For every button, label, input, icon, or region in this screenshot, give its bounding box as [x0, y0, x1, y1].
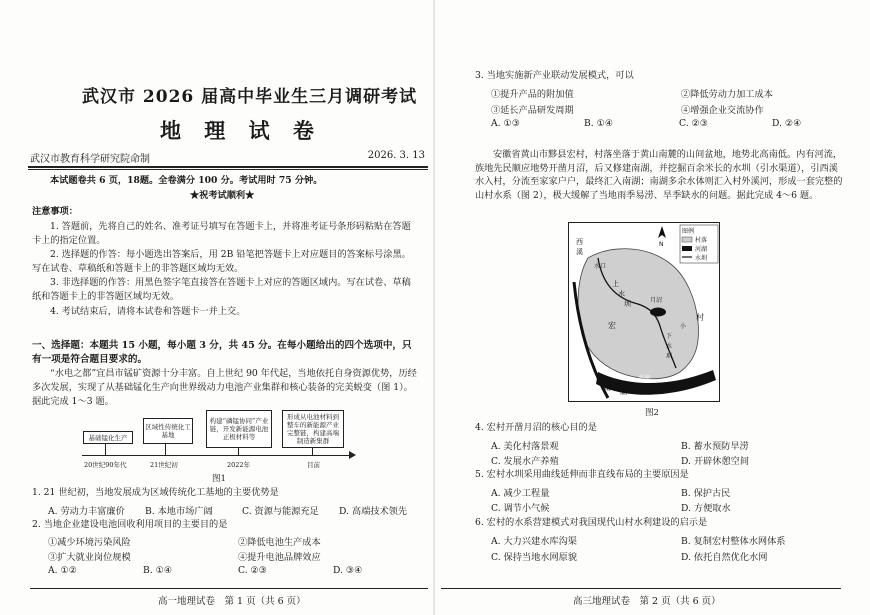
map-label-water-mouth: 水口: [594, 263, 607, 270]
q3-item-2: ②降低劳动力加工成本: [681, 89, 773, 100]
q5-options-row2: [491, 500, 731, 514]
q5-stem: 5. 宏村水圳采用曲线延伸而非直线布局的主要原因是: [475, 469, 689, 480]
figure-2-map: [568, 222, 720, 402]
passage-1: “水电之都”宜昌市锰矿资源十分丰富。自上世纪 90 年代起，当地依托自身资源优势，历经多次发展，实现了从基础锰化生产向世界级动力电池产业集群和核心装备的完美蜕变（图 1）。据此完成 1～3 题。: [32, 368, 417, 407]
timeline-arrow: [349, 451, 356, 459]
timeline-box-4: 形成从电池材料到整车的新能源产业完整链，构建高端制造新集群: [282, 410, 344, 448]
timeline-label-1: 20世纪90年代: [84, 461, 127, 469]
exam-title: 武汉市 2026 届高中毕业生三月调研考试: [82, 87, 418, 107]
q3-items-row2: [491, 102, 764, 116]
q3-option-d[interactable]: D. ②④: [772, 118, 802, 129]
q2-option-a[interactable]: A. ①②: [48, 565, 77, 576]
note-4: 4. 考试结束后，请将本试卷和答题卡一并上交。: [50, 306, 246, 317]
map-label-upper-water: 水: [618, 290, 625, 298]
timeline-label-3: 2022年: [227, 461, 251, 469]
timeline-axis: [82, 455, 352, 456]
map-label-small: 小: [680, 323, 687, 330]
subject-title: 地 理 试 卷: [160, 118, 322, 143]
q3-item-3: ③延长产品研发周期: [491, 105, 574, 116]
header-line: [30, 150, 425, 165]
map-label-lower: 下: [666, 333, 673, 340]
map-label-south: 南: [604, 384, 611, 392]
q3-item-4: ④增强企业交流协作: [681, 105, 764, 116]
passage-2: 安徽省黄山市黟县宏村，村落坐落于黄山南麓的山间盆地，地势北高南低。内有河流，族地先民顺应地势开凿月沼，后又修建南湖，并挖掘百余米长的水圳（引水渠道），引西溪水入村，分流至家家户户，最终汇入南湖；南湖多余水体则汇入村外溪河，形成一套完整的山村水系（图 2），极大缓解了当地雨季易涝、旱季缺水的问题。据此完成 4～6 题。: [475, 149, 843, 201]
q5-option-d[interactable]: D. 方便取水: [681, 503, 731, 514]
q4-option-a[interactable]: A. 美化村落景观: [491, 441, 559, 452]
timeline-label-4: 目前: [307, 461, 320, 469]
timeline-stem: [312, 448, 313, 455]
note-1: 1. 答题前，先将自己的姓名、准考证号填写在答题卡上，并将准考证号条形码粘贴在答题卡上的指定位置。: [32, 221, 411, 246]
q2-item-3: ③扩大就业岗位规模: [48, 552, 131, 563]
header-rule-thin: [28, 169, 428, 170]
q6-options-row2: [491, 549, 767, 563]
q1-option-b[interactable]: B. 本地市场广阔: [145, 506, 213, 517]
figure-2-caption: 图2: [645, 408, 659, 418]
q2-items-row1: [48, 534, 321, 548]
intro-text: 本试题卷共 6 页，18题。全卷满分 100 分。考试用时 75 分钟。: [50, 175, 323, 186]
footer-rule: [441, 588, 841, 589]
map-label-hong: 宏: [608, 321, 616, 330]
q2-option-b[interactable]: B. ①④: [143, 565, 173, 576]
footer-rule: [30, 588, 428, 589]
q6-option-c[interactable]: C. 保持当地水网原貌: [491, 552, 578, 563]
page-footer-2: 高三地理试卷 第 2 页（共 6 页）: [573, 596, 721, 607]
legend-title: 图例: [682, 228, 695, 235]
q4-options-row1: [491, 438, 749, 452]
moon-pond: [650, 308, 666, 317]
q3-items-row1: [491, 86, 773, 100]
note-2: 2. 选择题的作答：每小题选出答案后，用 2B 铅笔把答题卡上对应题目的答案标号涂黑。写在试卷、草稿纸和答题卡上的非答题区域均无效。: [32, 249, 411, 274]
q3-option-c[interactable]: C. ②③: [679, 118, 709, 129]
map-label-west: 西: [576, 238, 583, 246]
exam-page-2: [435, 0, 870, 615]
timeline-stem: [165, 444, 166, 455]
map-label-lower-canal: 圳: [666, 353, 673, 360]
q5-options-row1: [491, 485, 730, 499]
q3-option-b[interactable]: B. ①④: [584, 118, 614, 129]
timeline-box-2: 区域性传统化工基地: [143, 418, 193, 444]
q3-options: [491, 118, 832, 129]
q1-stem: 1. 21 世纪初，当地发展成为区域传统化工基地的主要优势是: [32, 487, 279, 498]
q2-option-c[interactable]: C. ②③: [238, 565, 268, 576]
q1-option-d[interactable]: D. 高端技术领先: [339, 506, 408, 517]
timeline-box-1: 基础锰化生产: [83, 431, 133, 444]
q3-item-1: ①提升产品的附加值: [491, 89, 574, 100]
timeline-stem: [105, 444, 106, 455]
map-label-lake: 湖: [620, 388, 627, 396]
q2-item-2: ②降低电池生产成本: [238, 537, 321, 548]
q2-stem: 2. 当地企业建设电池回收利用项目的主要目的是: [32, 519, 228, 530]
timeline-stem: [238, 448, 239, 455]
legend-canal: 水圳: [695, 255, 708, 262]
map-label-upper: 上: [612, 280, 619, 288]
legend-village: 村落: [695, 237, 708, 244]
q2-items-row2: [48, 549, 321, 563]
map-label-lower-water: 水: [666, 343, 673, 350]
q4-option-b[interactable]: B. 蓄水预防旱涝: [681, 441, 749, 452]
q5-option-b[interactable]: B. 保护古民: [681, 488, 731, 499]
q5-option-c[interactable]: C. 调节小气候: [491, 503, 550, 514]
q3-option-a[interactable]: A. ①③: [491, 118, 520, 129]
notes-title: 注意事项：: [32, 206, 78, 217]
note-3: 3. 非选择题的作答：用黑色签字笔直接答在答题卡上对应的答题区域内。写在试卷、草稿纸和答题卡上的非答题区域均无效。: [32, 277, 411, 302]
q1-option-a[interactable]: A. 劳动力丰富廉价: [48, 506, 125, 517]
q3-stem: 3. 当地实施新产业联动发展模式，可以: [475, 70, 634, 81]
q4-option-d[interactable]: D. 开辟休憩空间: [681, 456, 750, 467]
exam-date: 2026. 3. 13: [367, 150, 425, 161]
map-label-south-lake: 南湖: [638, 375, 651, 382]
q6-stem: 6. 宏村的水系营建模式对我国现代山村水利建设的启示是: [475, 517, 708, 528]
q4-stem: 4. 宏村开凿月沼的核心目的是: [475, 422, 597, 433]
section-1-heading: 一、选择题：本题共 15 小题，每小题 3 分，共 45 分。在每小题给出的四个选项中，只有一项是符合题目要求的。: [32, 340, 412, 365]
q2-item-1: ①减少环境污染风险: [48, 537, 131, 548]
header-rule: [28, 166, 428, 168]
good-luck: ★祝考试顺利★: [190, 190, 255, 201]
q6-options-row1: [491, 533, 785, 547]
map-label-stream: 溪: [576, 248, 583, 256]
legend-river: 河湖: [695, 246, 708, 253]
timeline-box-3: 构建“磷锰协同”产业链，开发新能源电池正极材料等: [206, 410, 272, 448]
q5-option-a[interactable]: A. 减少工程量: [491, 488, 550, 499]
q6-option-b[interactable]: B. 复制宏村整体水网体系: [681, 536, 786, 547]
q4-options-row2: [491, 453, 749, 467]
q4-option-c[interactable]: C. 发展水产养殖: [491, 456, 559, 467]
map-label-moon-pond: 月沼: [650, 297, 663, 304]
legend-river-swatch: [682, 246, 692, 251]
map-label-cun: 村: [696, 313, 704, 322]
timeline-label-2: 21世纪初: [150, 461, 178, 469]
q2-options: [48, 565, 393, 576]
q2-item-4: ④提升电池品牌效应: [238, 552, 321, 563]
q2-option-d[interactable]: D. ③④: [333, 565, 363, 576]
map-label-upper-canal: 圳: [624, 300, 631, 308]
issuer: 武汉市教育科学研究院命制: [30, 154, 150, 165]
north-label: N: [659, 241, 664, 248]
q6-option-d[interactable]: D. 依托自然优化水网: [681, 552, 768, 563]
q1-option-c[interactable]: C. 资源与能源充足: [242, 506, 319, 517]
legend-village-swatch: [682, 237, 692, 242]
page-footer-1: 高一地理试卷 第 1 页（共 6 页）: [158, 596, 306, 607]
q6-option-a[interactable]: A. 大力兴建水库沟渠: [491, 536, 577, 547]
figure-1-caption: 图1: [212, 474, 226, 484]
q1-options: [48, 503, 428, 517]
